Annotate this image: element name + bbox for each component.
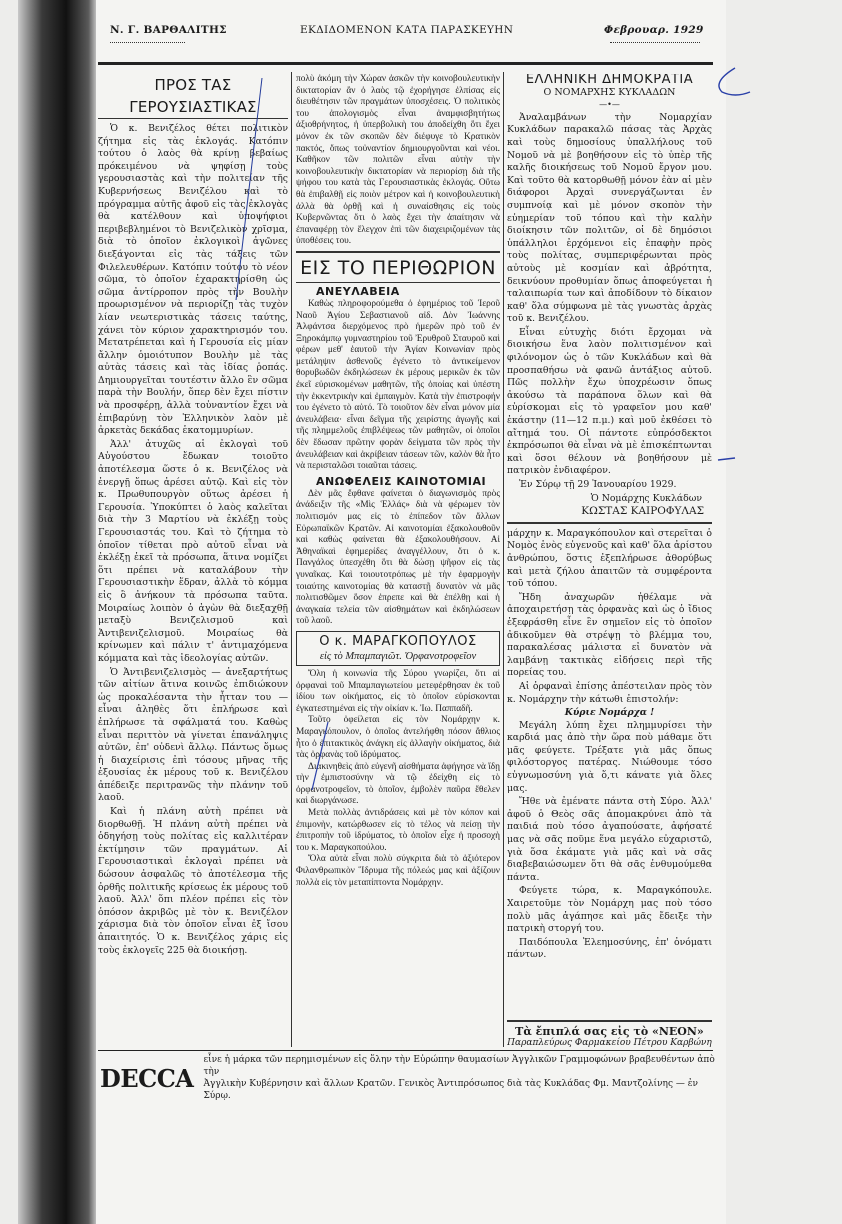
article-subtitle: εἰς τὸ Μπαμπαγιῶτ. Ὀρφανοτροφεῖον: [319, 650, 477, 662]
column-rule: [503, 72, 504, 1047]
paragraph: Ἀλλ' ἀτυχῶς αἱ ἐκλογαὶ τοῦ Αὐγούστου ἔδωκαν τοιοῦτο ἀποτέλεσμα ὥστε ὁ κ. Βενιζέλος νὰ ἐνεργῇ ὅπως ἀρέσει αὐτῷ. Καὶ εἰς τὸν κ. Πρωθυπουργὸν οὕτως ἀρέσει ἡ Γερουσία. Ὑποκύπτει ὁ λαὸς καλεῖται διὰ τὴν 3 Μαρτίου νὰ ἐκλέξῃ τοὺς Γερουσιαστάς του. Καὶ τὸ ζήτημα τὸ ὁποῖον τίθεται πρὸ αὐτοῦ εἶναι νὰ ἐκλέξῃ ἐκεῖ τὰ πρόσωπα, ἅτινα νομίζει ὅτι πρέπει νὰ καταλάβουν τὴν Γερουσιαστικὴν ἕδραν, ἀλλὰ τὸ κόμμα εἰς ὃ ἀνήκουν τὰ πρόσωπα ταῦτα. Μοιραίως λοιπὸν ὁ ἀγὼν θὰ διεξαχθῇ μεταξὺ Βενιζελισμοῦ καὶ Ἀντιβενιζελισμοῦ. Μοιραίως θὰ κρίνωμεν καὶ πάλιν τ' ἀντιμαχόμενα κόμματα καὶ τὰς ἰδεολογίας αὐτῶν.: [98, 438, 288, 664]
ad-line: εἶνε ἡ μάρκα τῶν περημισμένων εἰς ὅλην τὴν Εὐρώπην θαυμασίων Ἀγγλικῶν Γραμμοφώνων βραβευθέντων ἀπὸ τὴν: [203, 1055, 715, 1077]
article-title: ΑΝΩΦΕΛΕΙΣ ΚΑΙΝΟΤΟΜΙΑΙ: [316, 474, 487, 488]
issue-date: Φεβρουαρ. 1929: [604, 24, 704, 36]
paragraph: Ἀναλαμβάνων τὴν Νομαρχίαν Κυκλάδων παρακαλῶ πάσας τὰς Ἀρχὰς καὶ τοὺς δημοσίους ὑπαλλήλους τοῦ Νομοῦ νὰ μὲ βοηθήσουν εἰς τὸ ὑπὲρ τῆς καλῆς διοικήσεως τοῦ Νομοῦ ἔργον μου. Καὶ τοῦτο θὰ κατορθωθῇ μόνον ἐὰν αἱ μὲν διάφοροι Ἀρχαὶ συνεργάζωνται ἐν συμπνοίᾳ καὶ μὲ μόνον σκοπὸν τὴν εὐημερίαν τοῦ τόπου καὶ τὴν καλὴν διοίκησιν τῶν πολιτῶν, οἱ δὲ δημόσιοι ὑπάλληλοι ἐρχόμενοι εἰς ἐπαφὴν πρὸς τοὺς πολίτας, συμπεριφέρωνται πρὸς αὐτοὺς μὲ κοσμίαν καὶ ἀβρότητα, δεικνύουν προθυμίαν ὅπως ἀποφεύγεται ἡ ταλαιπωρία των καὶ ἀποδίδουν τὸ δίκαιον καθ' ὅλα σύμφωνα μὲ τὰς γνωστὰς ἀρχὰς τοῦ κ. Βενιζέλου.: [507, 111, 712, 325]
article-title: ΑΝΕΥΛΑΒΕΙΑ: [316, 284, 400, 298]
ad-subtitle: Παραπλεύρως Φαρμακείου Πέτρου Καρβώνη: [507, 1038, 712, 1048]
article-title: ΠΡΟΣ ΤΑΣ ΓΕΡΟΥΣΙΑΣΤΙΚΑΣ: [98, 74, 288, 119]
decca-logo: DECCA: [100, 1063, 194, 1093]
column-1: [98, 74, 288, 1046]
paragraph: Ὁ κ. Βενιζέλος θέτει πολιτικὸν ζήτημα εἰς τὰς ἐκλογάς. Κατόπιν τούτου ὁ λαὸς θὰ κρίνῃ βεβαίως πρόκειμένου νὰ ψηφίσῃ τοὺς γερουσιαστὰς καὶ τὴν πολιτείαν τῆς Κυβερνήσεως Βενιζέλου καὶ τὸ πρόγραμμα αὐτῆς ἀφοῦ εἰς τὰς ἐκλογὰς θὰ κατέλθουν καὶ ὑποψήφιοι περιβεβλημένοι τὸ Βενιζελικὸν χρῖσμα, διὰ τὸ ὁποῖον ἐκλογικοὶ ἀγῶνες διεξάγονται εἰς τὰς τάξεις τῶν Φιλελευθέρων. Κατόπιν τούτου τὸ νέον σῶμα, τὸ ὁποῖον ἐχαρακτηρίσθη ὡς σῶμα ἀντίρροπον πρὸς τὴν Βουλὴν προωρισμένον νὰ περιορίζῃ τὰς τυχὸν λίαν νεωτεριστικὰς τάσεις ταύτης, χάνει τὸν κύριον χαρακτηρισμόν του. Μετατρέπεται καὶ ἡ Γερουσία εἰς μίαν ἄλλην ὁμοιότυπον Βουλὴν μὲ τὰς αὐτὰς τάσεις καὶ τὰς ἰδίας ῥοπάς. Δημιουργεῖται τουτέστιν ἄλλο ἓν σῶμα παρὰ τὴν Βουλήν, ὅπερ δὲν ἔχει πίστιν νὰ προσφέρῃ, ἀλλὰ τοὐναντίον ἔχει νὰ ἐπιβαρύνῃ τὸν Ἑλληνικὸν λαὸν μὲ ἀρκετὰς δεκάδας ἑκατομμυρίων.: [98, 123, 288, 437]
paragraph: Διακινηθεὶς ἀπὸ εὐγενῆ αἰσθήματα ἀφήγησε νὰ ἴδῃ τὴν ἐμπιστοσύνην νὰ τῷ ἐδείχθη εἰς τὸ ὀρφανοτροφεῖον, τὸ ὁποῖον, ἐμβολὲν παῦρα ἔθελεν καὶ διωργάνωσε.: [296, 761, 500, 807]
paragraph: Καὶ ἡ πλάνη αὐτὴ πρέπει νὰ διορθωθῇ. Ἡ πλάνη αὐτὴ πρέπει νὰ ὁδηγήσῃ τοὺς πολίτας εἰς καλλιτέραν ἐκτίμησιν τῶν πραγμάτων. Αἱ Γερουσιαστικαὶ ἐκλογαὶ πρέπει νὰ δώσουν ἀσφαλῶς τὸ ἀποτέλεσμα τῆς ὀρθῆς πολιτικῆς κρίσεως ἐκ μέρους τοῦ λαοῦ. Ἀλλ' ὅπι πλέον πρέπει εἰς τὸν ὁπόσον ἀκριβῶς μὲ τὸν κ. Βενιζέλον χάρισμα διὰ τὸν ὁποῖον εἶναι ἐξ ἴσου ἀπαιτητός. Ὁ κ. Βενιζέλος χάρις εἰς τοὺς ἐκλογεῖς 225 θὰ διοικήσῃ.: [98, 806, 288, 956]
paragraph: Ὁ Ἀντιβενιζελισμὸς — ἀνεξαρτήτως τῶν αἰτίων ἅτινα κοινῶς ἐπιδιώκουν ὡς προκαλέσαντα τὴν ἧτταν του — εἶναι ἀληθὲς ὅτι ἐπλήρωσε καὶ ἐπλήρωσε τὰ σφάλματά του. Καθὼς εἶναι περιττὸν νὰ γίνεται ἐπανάληψις αὐτῶν, ἐπ' οὐδενὶ ἄλλῳ. Πάντως ὅμως ἡ διαχείρισις ἐπὶ τόσους μῆνας τῆς ἐξουσίας ἐκ μέρους τοῦ κ. Βενιζέλου ἀπέδειξε περιτρανῶς τὴν πλάνην τοῦ λαοῦ.: [98, 666, 288, 804]
divider: [507, 522, 712, 524]
paragraph: Τοῦτο ὀφείλεται εἰς τὸν Νομάρχην κ. Μαραγκόπουλον, ὁ ὁποῖος ἀντελήφθη πόσον ἄθλιος ἦτο ὁ ἐπιτακτικὸς ἀνάγκη εἰς ἀλλαγὴν οἰκήματος, διὰ τὰς ὀρφανὰς τοῦ ἱδρύματος.: [296, 715, 500, 761]
ornament-divider: [110, 42, 185, 44]
article-subtitle: Ο ΝΟΜΑΡΧΗΣ ΚΥΚΛΑΔΩΝ: [543, 86, 676, 98]
column-2: [296, 74, 500, 1048]
publisher-name: Ν. Γ. ΒΑΡΘΑΛΙΤΗΣ: [110, 24, 227, 36]
article-heading-box: [296, 631, 500, 666]
decca-text: [203, 1054, 720, 1102]
section-title: ΕΙΣ ΤΟ ΠΕΡΙΘΩΡΙΟΝ: [300, 256, 496, 279]
paragraph: Μεγάλη λύπη ἔχει πλημμυρίσει τὴν καρδιά μας ἀπὸ τὴν ὥρα ποὺ μάθαμε ὅτι μᾶς φεύγετε. Τρέξατε γιὰ μᾶς ὅπως φιλόστοργος πατέρας. Νιώθουμε τόσο εὐγνωμοσύνη γιὰ ὅ,τι κάνατε γιὰ ὅλες μας.: [507, 719, 712, 794]
masthead-rule: [98, 62, 713, 65]
paragraph: Δὲν μᾶς ἔφθανε φαίνεται ὁ διαγωνισμὸς πρὸς ἀνάδειξιν τῆς «Μὶς Ἑλλάς» διὰ νὰ φέρωμεν τὸν πολιτισμόν μας εἰς τὸ ἐπίπεδον τῶν ἄλλων Εὐρωπαϊκῶν Κρατῶν. Αἱ καινοτομίαι ἐξακολουθοῦν καὶ καθὼς φαίνεται θὰ ἐξακολουθήσουν. Αἱ Ἀθηναϊκαὶ ἐφημερίδες ἀναγγέλλουν, ὅτι ὁ κ. Πανγάλος ὑπεσχέθη ὅτι θὰ δώσῃ ψῆφον εἰς τὰς γυναῖκας. Καὶ τοιουτοτρόπως μὲ τὴν ἐφαρμογὴν τοιαύτης καινοτομίας θὰ καταστῇ δυνατὸν νὰ μᾶς πολιτισθῶμεν ὅσον ἐπρεπε καὶ θὰ ἐπέλθῃ καὶ ἡ ἀναγκαία τελεία τῶν αἰσθημάτων καὶ ἐκδηλώσεων τοῦ λαοῦ.: [296, 488, 500, 627]
signature-name: ΚΩΣΤΑΣ ΚΑΙΡΟΦΥΛΑΣ: [581, 505, 704, 518]
paragraph: Μετὰ πολλὰς ἀντιδράσεις καὶ μὲ τὸν κόπον καὶ ἐπιμονὴν, κατώρθωσεν εἰς τὸ τέλος νὰ πείσῃ τὴν ἐπιτροπὴν τοῦ ἱδρύματος, τὸ ὁποῖον εἶχε ἡ προσοχὴ του κ. Μαραγκοπούλου.: [296, 808, 500, 853]
paragraph: Καθὼς πληροφορούμεθα ὁ ἐφημέριος τοῦ Ἱεροῦ Ναοῦ Ἁγίου Σεβαστιανοῦ αἰδ. Δὸν Ἰωάννης Ἀλφάντσα διερχόμενος πρὸ ἡμερῶν πρὸ τοῦ ἐν Ξηροκάμπῳ γυμναστηρίου τοῦ Ἐρυθροῦ Σταυροῦ καὶ φέρων μεθ' ἑαυτοῦ τὴν Ἁγίαν Κοινωνίαν πρὸς μετάληψιν ἀσθενοῦς ἐγένετο τὸ ἀντικείμενον θορυβωδῶν ἐκδηλώσεων ἐκ μέρους μερικῶν ἐκ τῶν ἐκεῖ εὑρισκομένων μαθητῶν, τῆς ὁποίας καὶ ὑπέστη τὴν ἐκκεντρικὴν καὶ ἐμπαιγμὸν. Κατὰ τὴν ἐπιστροφήν του ἐγένετο τὸ αὐτό. Τὸ τοιοῦτον δὲν εἶναι μόνον μία ἀνευλάβεια· εἶναι δεῖγμα τῆς χειρίστης ἀγωγῆς καὶ τῆς πλημμελοῦς ἐπιβλέψεως τῶν μαθητῶν, οἱ ὁποῖοι δὲν ἔδωσαν πρῶτην φορὰν δείγματα τῶν πρὸς τὴν ἀνευλάβειαν καὶ ἀκρίβειαν τάσεων τῶν, καλὸν θὰ ἦτο νὰ περισταλῶσι τοιαῦται τάσεις.: [296, 298, 500, 472]
ad-title: Τὰ ἔπιπλά σας εἰς τὸ «ΝΕΟΝ»: [515, 1025, 704, 1038]
signature-role: Ὁ Νομάρχης Κυκλάδων: [590, 492, 702, 504]
paragraph: μάρχην κ. Μαραγκόπουλον καὶ στερεῖται ὁ Νομὸς ἑνὸς εὐγενοῦς καὶ καθ' ὅλα ἀρίστου ἀνθρώπου, ὅστις ἐξεπλήρωσε ἀθορύβως καὶ μετὰ ζήλου ἀπαιτῶν τὰ συμφέροντα τοῦ τόπου.: [507, 527, 712, 590]
column-3: [507, 74, 712, 1074]
divider: [296, 282, 500, 283]
decca-advertisement: [100, 1054, 720, 1102]
paragraph: Φεύγετε τώρα, κ. Μαραγκόπουλε. Χαιρετοῦμε τὸν Νομάρχη μας ποὺ τόσο πολὺ μᾶς ἀγάπησε καὶ μᾶς ἔδειξε τὴν πατρικὴ στοργή του.: [507, 885, 712, 935]
paragraph: Ὅλα αὐτὰ εἶναι πολὺ σύγκριτα διὰ τὸ ἀξιότερον Φιλανθρωπικὸν Ἵδρυμα τῆς πόλεώς μας καὶ ἀξίζουν πολλὰ εἰς τὸν μεταπίπτοντα Νομάρχην.: [296, 854, 500, 888]
ornament: —•—: [599, 100, 620, 110]
article-title: ΕΛΛΗΝΙΚΗ ΔΗΜΟΚΡΑΤΙΑ: [525, 74, 694, 87]
ad-line: Ἀγγλικὴν Κυβέρνησιν καὶ ἄλλων Κρατῶν. Γενικὸς Ἀντιπρόσωπος διὰ τὰς Κυκλάδας Φμ. Μαντζολίνης — ἐν Σύρῳ.: [203, 1079, 699, 1101]
furniture-advertisement: [507, 1020, 712, 1048]
paragraph: Παιδόπουλα Ἐλεημοσύνης, ἐπ' ὀνόματι πάντων.: [507, 936, 712, 961]
column-rule: [291, 72, 292, 1047]
paragraph: Ἤθε νὰ ἐμένατε πάντα στὴ Σύρο. Ἀλλ' ἀφοῦ ὁ Θεὸς σᾶς ἀπομακρύνει ἀπὸ τὰ παιδιά ποὺ τόσο ἀγαπούσατε, ἀφήσατέ μας νὰ σᾶς ποῦμε ἕνα μεγάλο εὐχαριστῶ, γιὰ ὅσα ἐκάματε γιὰ μᾶς καὶ νὰ σᾶς διαβεβαιώσωμεν ὅτι θὰ σᾶς ἐνθυμούμεθα πάντα.: [507, 796, 712, 883]
article-title: Ο κ. ΜΑΡΑΓΚΟΠΟΥΛΟΣ: [319, 633, 477, 649]
divider: [296, 251, 500, 253]
paragraph: Εἶναι εὐτυχὴς διότι ἔρχομαι νὰ διοικήσω ἕνα λαὸν πολιτισμένον καὶ φιλόνομον ὡς ὁ τῶν Κυκλάδων καὶ θὰ προσπαθήσω νὰ φανῶ ἀντάξιος αὐτοῦ. Πῶς πολλὴν ἔχω ὑποχρέωσιν ὅπως ἀκούσω τὰ παράπονα ὅλων καὶ θὰ εὑρίσκομαι εἰς τὸ γραφεῖον μου καθ' ἑκάστην (11—12 π.μ.) καὶ μοῦ ἐκθέσει τὸ αἴτημά του. Οἱ πάντοτε εὐπρόσδεκτοι ἐκπρόσωποι θὰ εἶναι νὰ μὲ ἐπισκέπτωνται καὶ ὅσοι θέλουν νὰ βοηθήσουν μὲ πατρικὸν ἐνδιαφέρον.: [507, 326, 712, 477]
scan-shadow: [18, 0, 98, 1224]
publication-frequency: ΕΚΔΙΔΟΜΕΝΟΝ ΚΑΤΑ ΠΑΡΑΣΚΕΥΗΝ: [300, 24, 514, 36]
letter-salutation: Κύριε Νομάρχα !: [564, 707, 655, 719]
ornament-divider: [610, 42, 700, 44]
paragraph: πολὺ ἀκόμη τὴν Χώραν ἀσκῶν τὴν κοινοβουλευτικὴν δικτατορίαν ἂν ὁ λαὸς τῷ ἐχορήγησε ἐλπίσας εἰς διευθέτησιν τῶν πραγμάτων ὑποσχέσεις. Ὁ πολιτικὸς του ἀπολογισμὸς εἶναι ἀναμφισβητήτως ἀξιοθρήνητος, ἡ ὑπερβολικὴ του ἀποδείχθη ὅτι ἔχει μόνον ἐκ τῶν σκοπῶν δὲν διέφυγε τὸ Κρατικὸν πακτός, ὅπως τοὐναντίον δημιουργοῦνται καὶ νέοι. Καθῆκον τῶν πολιτῶν εἶναι αὐτὴν τὴν κοινοβουλευτικὴν δικτατορίαν νὰ περιορίσῃ διὰ τῆς ψήφου του κατὰ τὰς Γερουσιαστικὰς ἐκλογάς. Οὕτω θὰ ἐπιβαλθῇ εἰς ποιὸν μέτρον καὶ ἡ κοινοβουλευτικὴ ἀλλὰ θὰ ὀρθῇ καὶ ἡ συναίσθησις εἰς τοὺς Κυβερνῶντας ὅτι ὁ λαὸς ἔχει τὴν ἀπαίτησιν νὰ ἐπαναφέρῃ τὸν ἔλεγχον ἐπὶ τῶν διαχειριζομένων τὰς ὑποθέσεις του.: [296, 74, 500, 247]
date-line: Ἐν Σύρῳ τῇ 29 Ἰανουαρίου 1929.: [519, 479, 677, 490]
paragraph: Ἤδη ἀναχωρῶν ἠθέλαμε νὰ ἀποχαιρετήσῃ τὰς ὀρφανὰς καὶ ὡς ὁ ἴδιος ἐξεφράσθη εἶνε ἓν σημεῖον εἰς τὸ ὁποῖον ἀδικοῦμεν θὰ στρέψῃ τὸ βλέμμα του, παρακαλέσας μάλιστα εἰ δυνατὸν νὰ λαμβάνῃ τακτικὰς εἰδήσεις περὶ τῆς πορείας του.: [507, 591, 712, 679]
footer-rule: [98, 1050, 713, 1051]
paragraph: Ὅλη ἡ κοινωνία τῆς Σύρου γνωρίζει, ὅτι αἱ ὀρφαναὶ τοῦ Μπαμπαγιωτείου μετεφέρθησαν ἐκ τοῦ ἰδίου των οἰκήματος, εἰς τὸ ὁποῖον εὑρίσκονται ἐγκατεστημέναι εἰς τὴν οἰκίαν κ. Ἰω. Παππαδῆ.: [296, 668, 500, 714]
paragraph: Αἱ ὀρφαναὶ ἐπίσης ἀπέστειλαν πρὸς τὸν κ. Νομάρχην τὴν κάτωθι ἐπιστολήν:: [507, 680, 712, 705]
